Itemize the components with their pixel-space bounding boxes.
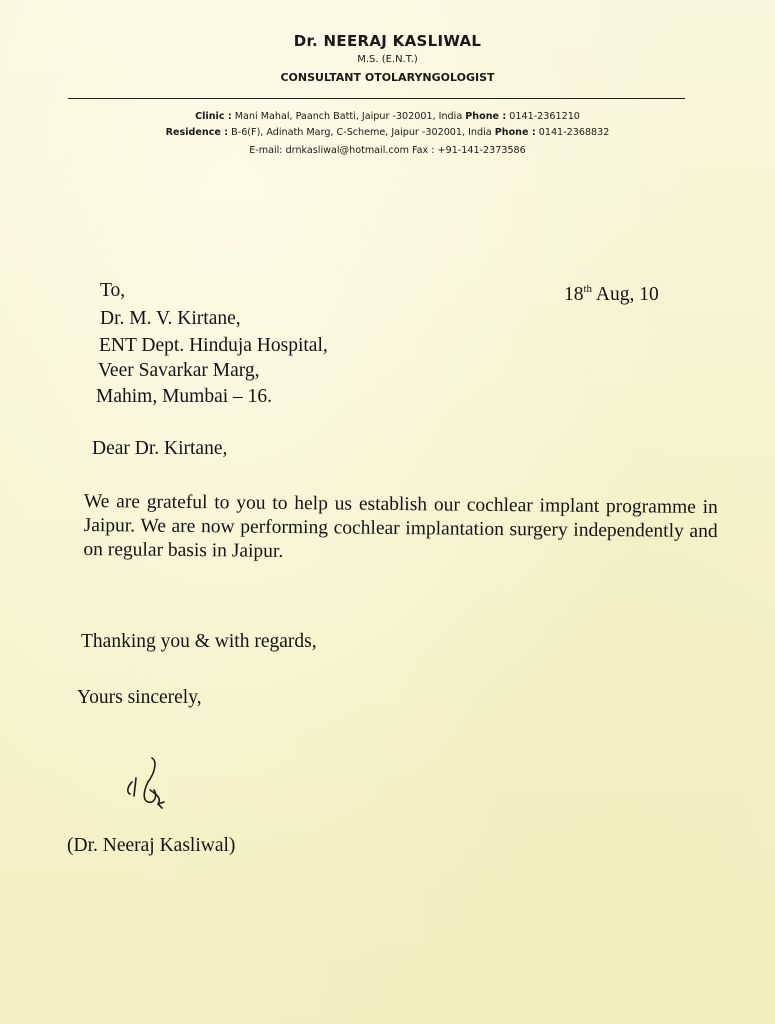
letter-date: [564, 284, 659, 305]
recipient-line: Veer Savarkar Marg,: [98, 360, 260, 381]
fax-label: Fax :: [412, 145, 435, 156]
letterhead-qualification: M.S. (E.N.T.): [357, 54, 418, 65]
date-rest: Aug, 10: [595, 284, 659, 305]
letterhead-residence-line: [0, 127, 775, 138]
fax-number: +91-141-2373586: [437, 145, 526, 156]
residence-label: Residence :: [165, 127, 229, 138]
letterhead-clinic-line: [0, 111, 775, 122]
letterhead-name: Dr. NEERAJ KASLIWAL: [293, 32, 482, 50]
closing-line: Yours sincerely,: [77, 687, 202, 708]
date-day: 18: [564, 284, 584, 305]
salutation: Dear Dr. Kirtane,: [92, 438, 228, 459]
to-label: To,: [100, 280, 126, 301]
signatory-name: (Dr. Neeraj Kasliwal): [67, 835, 236, 856]
residence-phone-label: Phone :: [494, 127, 536, 138]
letterhead-contact-line: [0, 145, 775, 156]
residence-phone: 0141-2368832: [538, 127, 610, 138]
clinic-phone: 0141-2361210: [509, 111, 580, 122]
clinic-address: Mani Mahal, Paanch Batti, Jaipur -302001, India: [234, 111, 463, 122]
letter-body: We are grateful to you to help us establish our cochlear implant programme in Jaipur. We are now performing cochlear implantation surgery independently and on regular basis in Jaipur.: [83, 490, 718, 562]
letterhead-divider: [68, 98, 685, 99]
letterhead-title: CONSULTANT OTOLARYNGOLOGIST: [280, 71, 495, 84]
date-suffix: th: [583, 283, 593, 295]
residence-address: B-6(F), Adinath Marg, C-Scheme, Jaipur -302001, India: [231, 127, 492, 138]
recipient-line: Dr. M. V. Kirtane,: [100, 308, 241, 329]
thanks-line: Thanking you & with regards,: [81, 631, 317, 652]
clinic-phone-label: Phone :: [465, 111, 507, 122]
recipient-line: Mahim, Mumbai – 16.: [96, 386, 273, 407]
email-address: drnkasliwal@hotmail.com: [285, 145, 409, 156]
clinic-label: Clinic :: [195, 111, 232, 122]
recipient-line: ENT Dept. Hinduja Hospital,: [99, 335, 328, 356]
signature: [118, 752, 174, 832]
email-label: E-mail:: [249, 145, 283, 156]
